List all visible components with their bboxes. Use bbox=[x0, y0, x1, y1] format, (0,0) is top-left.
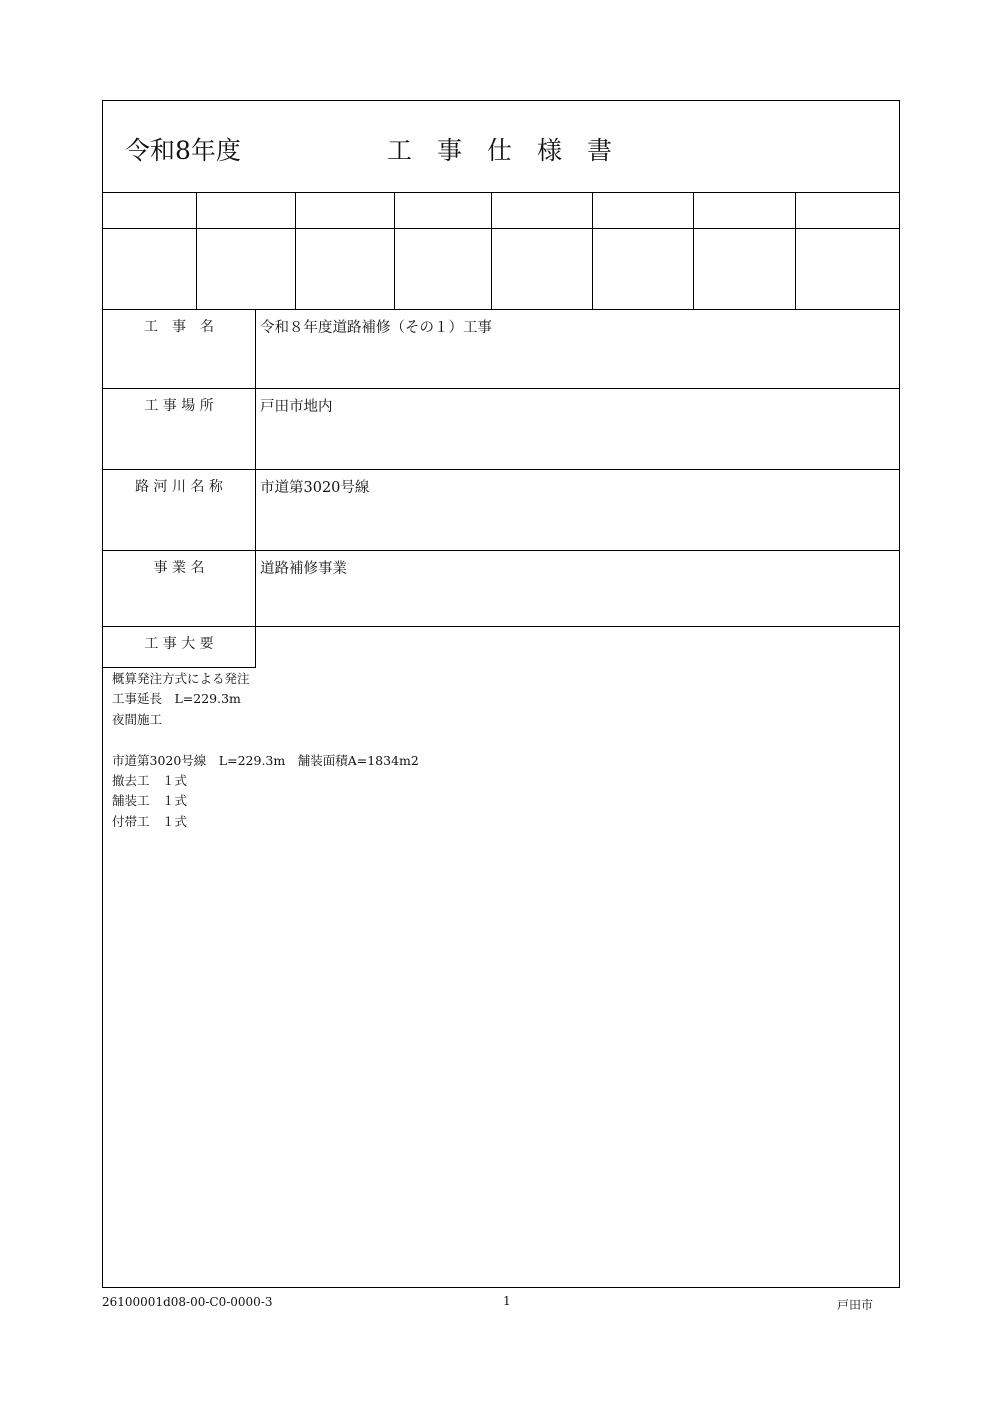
construction-name-value: 令和８年度道路補修（その１）工事 bbox=[260, 320, 492, 336]
field-row-project-name bbox=[103, 551, 899, 627]
stamp-column-divider bbox=[295, 193, 296, 310]
project-name-label: 事 業 名 bbox=[103, 551, 256, 626]
stamp-grid-divider bbox=[103, 228, 899, 229]
project-name-value: 道路補修事業 bbox=[260, 561, 347, 577]
stamp-column-divider bbox=[592, 193, 593, 310]
construction-outline-body bbox=[112, 669, 419, 832]
field-row-construction-site bbox=[103, 389, 899, 470]
fiscal-year: 令和8年度 bbox=[125, 136, 241, 165]
document-title: 工 事 仕 様 書 bbox=[387, 136, 613, 165]
stamp-column-divider bbox=[491, 193, 492, 310]
document-code: 26100001d08-00-C0-0000-3 bbox=[102, 1295, 273, 1309]
construction-site-label: 工 事 場 所 bbox=[103, 389, 256, 469]
issuer-name: 戸田市 bbox=[837, 1298, 874, 1312]
outline-line: 夜間施工 bbox=[112, 711, 163, 727]
outline-line: 概算発注方式による発注 bbox=[112, 671, 250, 686]
construction-outline-label: 工 事 大 要 bbox=[103, 626, 256, 668]
outline-line bbox=[112, 730, 419, 750]
stamp-column-divider bbox=[795, 193, 796, 310]
construction-site-value: 戸田市地内 bbox=[260, 399, 333, 415]
road-river-name-value: 市道第3020号線 bbox=[260, 480, 370, 496]
field-row-road-river-name bbox=[103, 470, 899, 551]
stamp-column-divider bbox=[196, 193, 197, 310]
outline-line: 撤去工 １式 bbox=[112, 773, 188, 789]
construction-name-label: 工 事 名 bbox=[103, 310, 256, 388]
outline-line: 付帯工 １式 bbox=[112, 813, 188, 829]
stamp-column-divider bbox=[693, 193, 694, 310]
spec-sheet-frame bbox=[102, 100, 900, 1288]
approval-stamp-grid bbox=[103, 193, 899, 310]
outline-line: 工事延長 L=229.3m bbox=[112, 691, 241, 707]
stamp-column-divider bbox=[394, 193, 395, 310]
outline-line: 舗装工 １式 bbox=[112, 793, 188, 809]
outline-line: 市道第3020号線 L=229.3m 舗装面積A=1834m2 bbox=[112, 752, 419, 768]
field-row-construction-name bbox=[103, 310, 899, 389]
title-row bbox=[103, 101, 899, 193]
road-river-name-label: 路 河 川 名 称 bbox=[103, 470, 256, 550]
page-number: 1 bbox=[503, 1294, 511, 1308]
